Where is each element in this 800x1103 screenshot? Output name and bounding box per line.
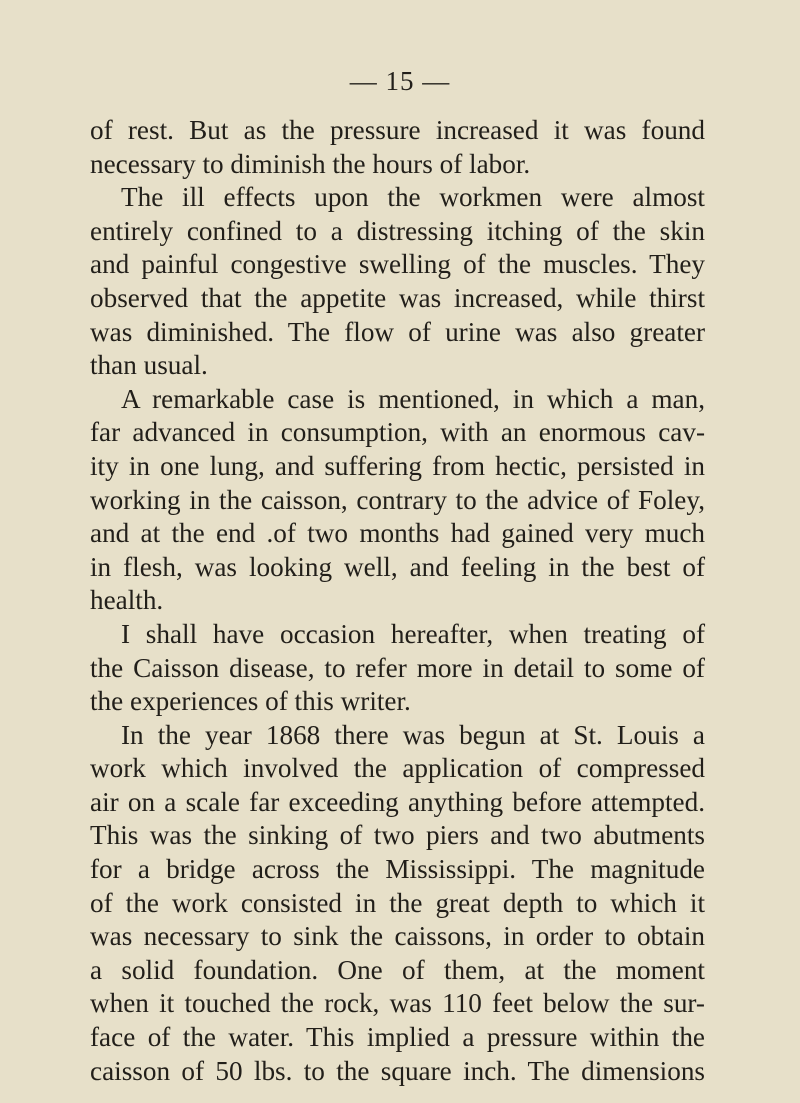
text-line: than usual. [90,350,208,381]
text-line: necessary to diminish the hours of labor. [90,148,531,179]
text-line: A remarkable case is mentioned, in which a man, [121,383,705,414]
paragraph-5 [90,719,705,1089]
text-line: working in the caisson, contrary to the advice of Foley, [90,484,705,515]
text-line: for a bridge across the Mississippi. The magnitude [90,854,705,885]
paragraph-3 [90,383,705,618]
text-line: the Caisson disease, to refer more in detail to some of [90,652,705,683]
text-line: health. [90,585,164,616]
text-line: in flesh, was looking well, and feeling in the best of [90,551,705,582]
text-line: In the year 1868 there was begun at St. Louis a [121,719,705,750]
text-line: the experiences of this writer. [90,686,411,717]
text-line: This was the sinking of two piers and two abutments [90,820,705,851]
text-line: air on a scale far exceeding anything before attempted. [90,786,705,817]
text-line: The ill effects upon the workmen were almost [121,182,705,213]
text-line: ity in one lung, and suffering from hectic, persisted in [90,450,705,481]
text-line: was necessary to sink the caissons, in order to obtain [90,921,705,952]
text-line: of the work consisted in the great depth to which it [90,887,705,918]
text-line: face of the water. This implied a pressure within the [90,1022,705,1053]
text-line: was diminished. The flow of urine was also greater [90,316,705,347]
paragraph-2 [90,181,705,383]
text-line: a solid foundation. One of them, at the moment [90,954,705,985]
body-text [90,114,705,1088]
text-line: caisson of 50 lbs. to the square inch. The dimensions [90,1055,705,1086]
paragraph-4 [90,618,705,719]
text-line: of rest. But as the pressure increased it was found [90,115,705,145]
text-line: observed that the appetite was increased, while thirst [90,282,705,313]
text-line: and painful congestive swelling of the muscles. They [90,249,705,280]
text-line: far advanced in consumption, with an enormous cav- [90,417,705,448]
text-line: and at the end .of two months had gained very much [90,518,705,549]
page-number: — 15 — [349,66,451,96]
text-line: I shall have occasion hereafter, when treating of [121,618,705,649]
paragraph-1 [90,114,705,181]
text-line: work which involved the application of compressed [90,753,705,784]
text-line: when it touched the rock, was 110 feet below the sur- [90,988,705,1019]
text-line: entirely confined to a distressing itching of the skin [90,215,705,246]
